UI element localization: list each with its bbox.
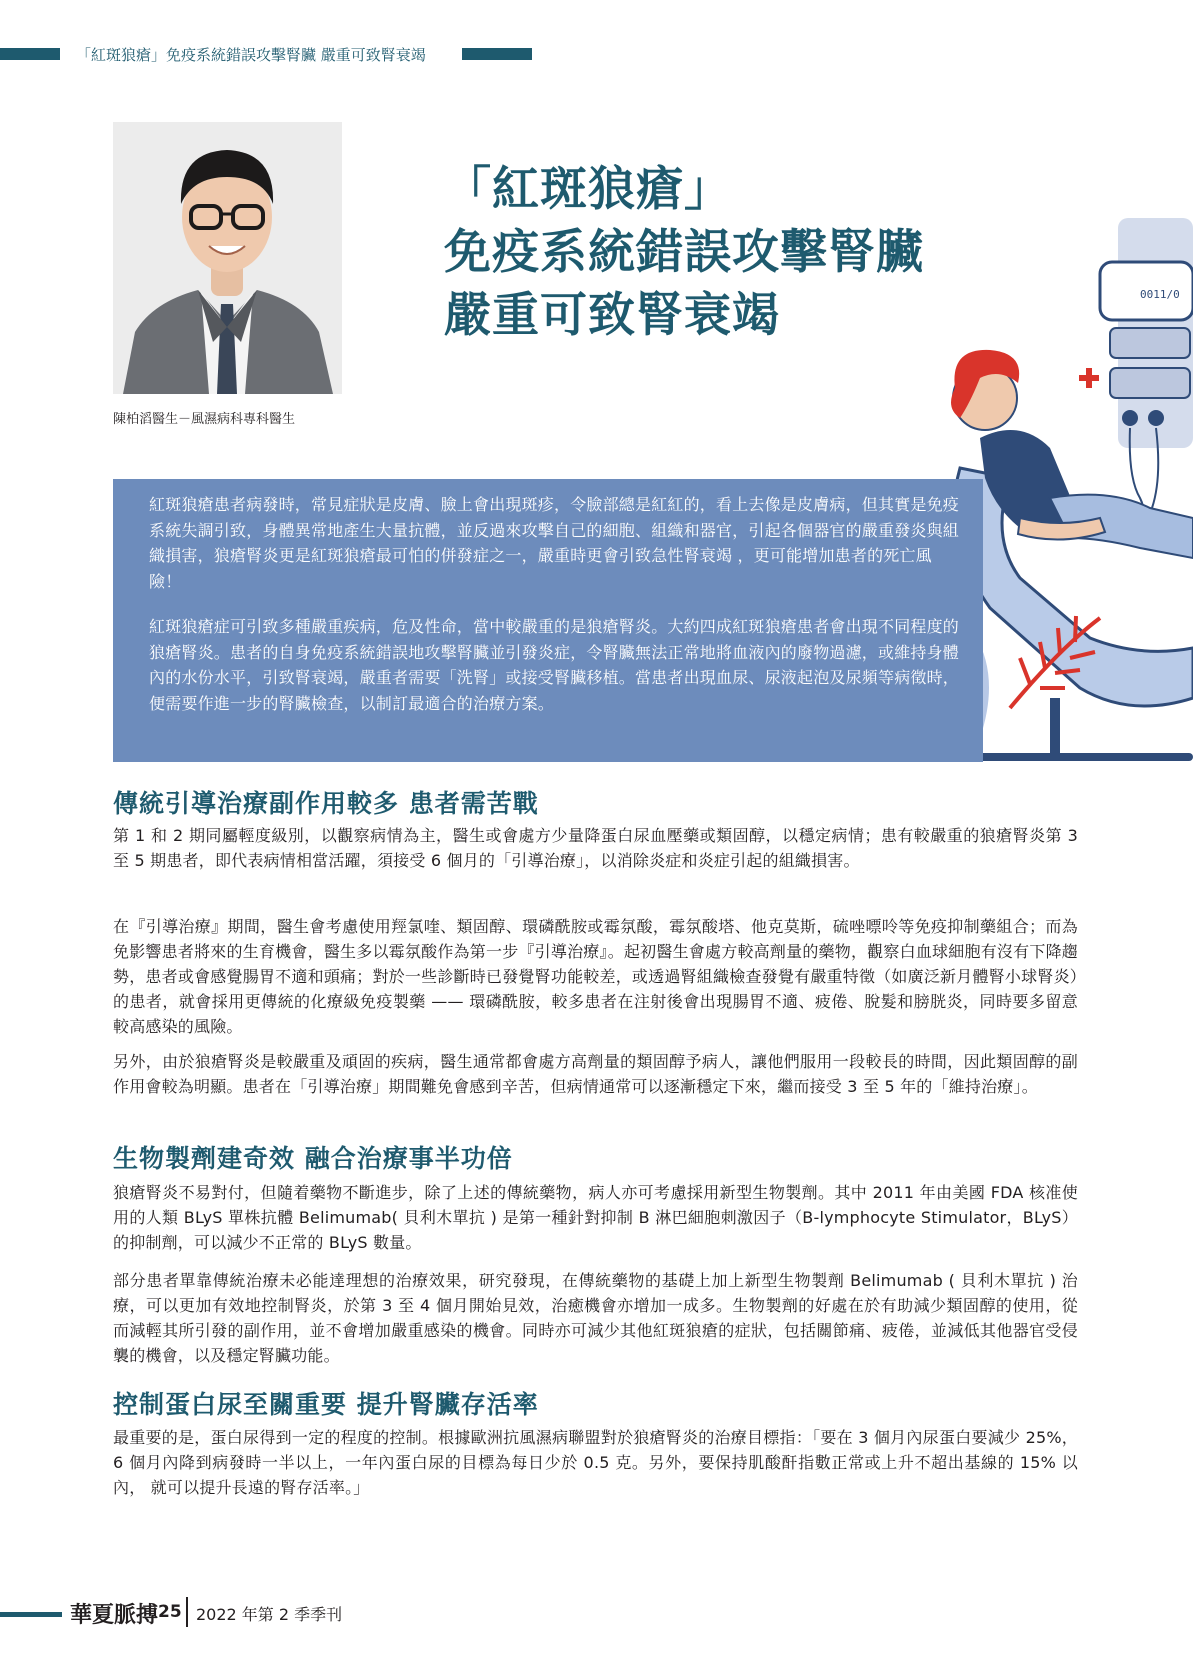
header-bar-left [0,48,60,60]
intro-paragraph-1: 紅斑狼瘡患者病發時，常見症狀是皮膚、臉上會出現斑疹，令臉部總是紅紅的，看上去像是皮膚病，但其實是免疫系統失調引致，身體異常地產生大量抗體，並反過來攻擊自己的細胞、組織和器官，引起各個器官的嚴重發炎與組織損害，狼瘡腎炎更是紅斑狼瘡最可怕的併發症之一，嚴重時更會引致急性腎衰竭 ，更可能增加患者的死亡風險！ [149,495,960,591]
body-paragraph: 第 1 和 2 期同屬輕度級別，以觀察病情為主，醫生或會處方少量降蛋白尿血壓藥或類固醇，以穩定病情；患有較嚴重的狼瘡腎炎第 3 至 5 期患者，即代表病情相當活躍，須接受 6 個月的「引導治療」，以消除炎症和炎症引起的組織損害。 [113,826,1078,870]
body-paragraph: 最重要的是，蛋白尿得到一定的程度的控制。根據歐洲抗風濕病聯盟對於狼瘡腎炎的治療目標指：「要在 3 個月內尿蛋白要減少 25%，6 個月內降到病發時一半以上，一年內蛋白尿的目標為每日少於 0.5 克。另外，要保持肌酸酐指數正常或上升不超出基線的 15% 以內， 就可以提升長遠的腎存活率。」 [113,1428,1078,1497]
title-line-1: 「紅斑狼瘡」 [444,162,732,217]
section-heading-3: 控制蛋白尿至關重要 提升腎臟存活率 [113,1390,539,1419]
intro-box [113,479,983,762]
section-heading-1: 傳統引導治療副作用較多 患者需苦戰 [113,789,539,818]
intro-paragraph-2: 紅斑狼瘡症可引致多種嚴重疾病，危及性命，當中較嚴重的是狼瘡腎炎。大約四成紅斑狼瘡患者會出現不同程度的狼瘡腎炎。患者的自身免疫系統錯誤地攻擊腎臟並引發炎症，令腎臟無法正常地將血液內的廢物過濾，或維持身體內的水份水平，引致腎衰竭，嚴重者需要「洗腎」或接受腎臟移植。當患者出現血尿、尿液起泡及尿頻等病徵時，便需要作進一步的腎臟檢查，以制訂最適合的治療方案。 [149,617,960,713]
body-paragraph: 在『引導治療』期間，醫生會考慮使用羥氯喹、類固醇、環磷酰胺或霉氛酸，霉氛酸塔、他克莫斯，硫唑嘌呤等免疫抑制藥組合；而為免影響患者將來的生育機會，醫生多以霉氛酸作為第一步『引導治療』。起初醫生會處方較高劑量的藥物，觀察白血球細胞有沒有下降趨勢，患者或會感覺腸胃不適和頭痛；對於一些診斷時已發覺腎功能較差，或透過腎組織檢查發覺有嚴重特徵（如廣泛新月體腎小球腎炎）的患者，就會採用更傳統的化療級免疫製藥 —— 環磷酰胺，較多患者在注射後會出現腸胃不適、疲倦、脫髮和膀胱炎，同時要多留意較高感染的風險。 [113,917,1078,1036]
body-paragraph: 部分患者單靠傳統治療未必能達理想的治療效果，研究發現，在傳統藥物的基礎上加上新型生物製劑 Belimumab ( 貝利木單抗 ) 治療，可以更加有效地控制腎炎，於第 3 至 4 個月開始見效，治癒機會亦增加一成多。生物製劑的好處在於有助減少類固醇的使用，從而減輕其所引發的副作用，並不會增加嚴重感染的機會。同時亦可減少其他紅斑狼瘡的症狀，包括關節痛、疲倦，並減低其他器官受侵襲的機會，以及穩定腎臟功能。 [113,1271,1078,1365]
monitor-readout: 0011/0 [1140,288,1180,301]
running-title: 「紅斑狼瘡」免疫系統錯誤攻擊腎臟 嚴重可致腎衰竭 [76,46,426,64]
issue-label: 2022 年第 2 季季刊 [196,1605,343,1624]
photo-caption: 陳柏滔醫生－風濕病科專科醫生 [113,412,296,427]
footer-divider [186,1597,188,1627]
doctor-photo [113,122,342,394]
body-paragraph: 另外，由於狼瘡腎炎是較嚴重及頑固的疾病，醫生通常都會處方高劑量的類固醇予病人，讓他們服用一段較長的時間，因此類固醇的副作用會較為明顯。患者在「引導治療」期間難免會感到辛苦，但病情通常可以逐漸穩定下來，繼而接受 3 至 5 年的「維持治療」。 [113,1052,1078,1096]
section-heading-2: 生物製劑建奇效 融合治療事半功倍 [113,1144,513,1173]
footer-bar [0,1612,62,1617]
header-bar-right [462,48,532,60]
page-number: 25 [158,1602,182,1622]
magazine-logo: 華夏脈搏 [70,1602,159,1628]
title-line-2: 免疫系統錯誤攻擊腎臟 [444,225,924,280]
title-line-3: 嚴重可致腎衰竭 [444,288,780,343]
body-paragraph: 狼瘡腎炎不易對付，但隨着藥物不斷進步，除了上述的傳統藥物，病人亦可考慮採用新型生物製劑。其中 2011 年由美國 FDA 核准使用的人類 BLyS 單株抗體 Belimumab( 貝利木單抗 ) 是第一種針對抑制 B 淋巴細胞刺激因子（B-lymphocyte Stimulator，BLyS）的抑制劑，可以減少不正常的 BLyS 數量。 [113,1183,1078,1252]
